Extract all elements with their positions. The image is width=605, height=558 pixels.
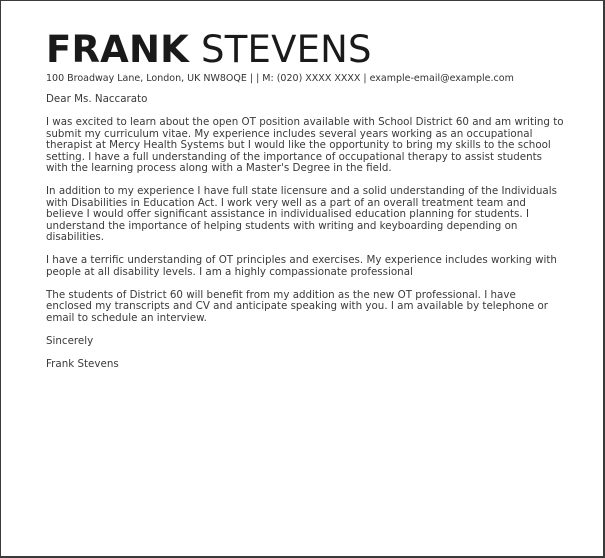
paragraph-closing: The students of District 60 will benefit from my addition as the new OT professional. I have enclosed my transcripts and CV and anticipate speaking with you. I am available by telephone or email to schedule an interview.	[46, 288, 549, 324]
contact-line: 100 Broadway Lane, London, UK NW8OQE | | M: (020) XXXX XXXX | example-email@example.com	[46, 73, 514, 84]
salutation: Dear Ms. Naccarato	[46, 93, 148, 105]
last-name: STEVENS	[201, 28, 372, 71]
applicant-name	[46, 28, 372, 72]
signature: Frank Stevens	[46, 357, 119, 370]
first-name: FRANK	[46, 28, 190, 71]
paragraph-principles: I have a terrific understanding of OT principles and exercises. My experience includes working with people at all disability levels. I am a highly compassionate professional	[46, 254, 557, 278]
closing: Sincerely	[46, 334, 94, 347]
paragraph-qualifications: In addition to my experience I have full state licensure and a solid understanding of the Individuals with Disabilities in Education Act. I work very well as a part of an overall treatment team and believe I would offer significant assistance in individualised education planning for students. I understand the importance of helping students with writing and keyboarding depending on disabilities.	[46, 185, 557, 243]
letter-body	[46, 94, 564, 382]
paragraph-intro: I was excited to learn about the open OT position available with School District 60 and am writing to submit my curriculum vitae. My experience includes several years working as an occupational therapist at Mercy Health Systems but I would like the opportunity to bring my skills to the school setting. I have a full understanding of the importance of occupational therapy to assist students with the learning process along with a Master's Degree in the field.	[46, 116, 564, 174]
